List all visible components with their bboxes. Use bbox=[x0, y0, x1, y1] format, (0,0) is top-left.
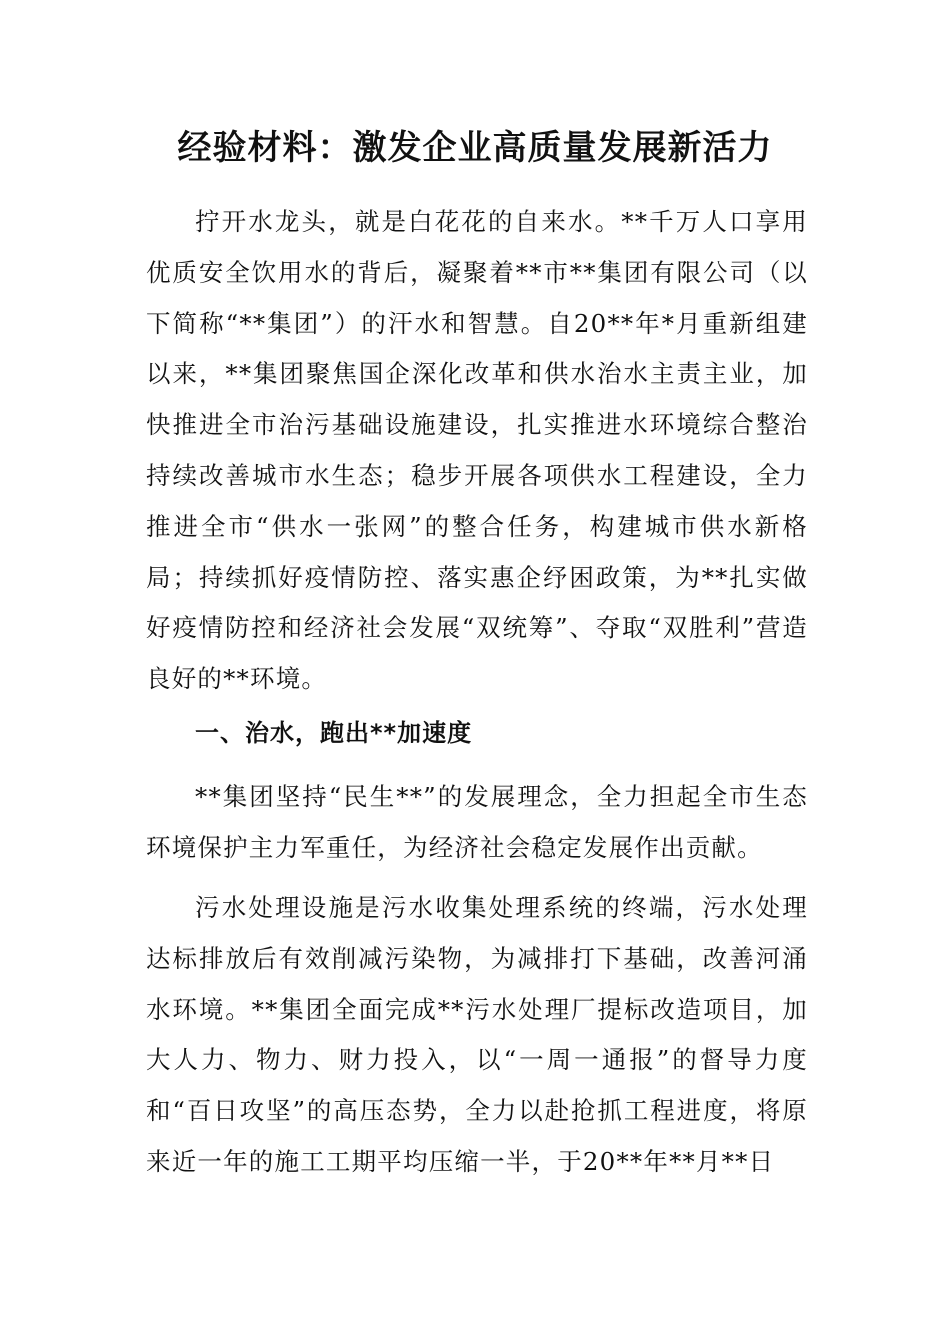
section-paragraph-1: **集团坚持“民生**”的发展理念，全力担起全市生态环境保护主力军重任，为经济社会稳定发展作出贡献。 bbox=[146, 782, 808, 862]
section-paragraph-2: 污水处理设施是污水收集处理系统的终端，污水处理达标排放后有效削减污染物，为减排打下基础，改善河涌水环境。**集团全面完成**污水处理厂提标改造项目，加大人力、物力、财力投入，以“一周一通报”的督导力度和“百日攻坚”的高压态势，全力以赴抢抓工程进度，将原来近一年的施工工期平均压缩一半，于20**年**月**日 bbox=[146, 893, 808, 1176]
intro-paragraph: 拧开水龙头，就是白花花的自来水。**千万人口享用优质安全饮用水的背后，凝聚着**市**集团有限公司（以下简称“**集团”）的汗水和智慧。自20**年*月重新组建以来，**集团聚焦国企深化改革和供水治水主责主业，加快推进全市治污基础设施建设，扎实推进水环境综合整治持续改善城市水生态；稳步开展各项供水工程建设，全力推进全市“供水一张网”的整合任务，构建城市供水新格局；持续抓好疫情防控、落实惠企纾困政策，为**扎实做好疫情防控和经济社会发展“双统筹”、夺取“双胜利”营造良好的**环境。 bbox=[146, 207, 808, 694]
document-title: 经验材料：激发企业高质量发展新活力 bbox=[177, 128, 773, 168]
section-heading: 一、治水，跑出**加速度 bbox=[195, 719, 473, 747]
